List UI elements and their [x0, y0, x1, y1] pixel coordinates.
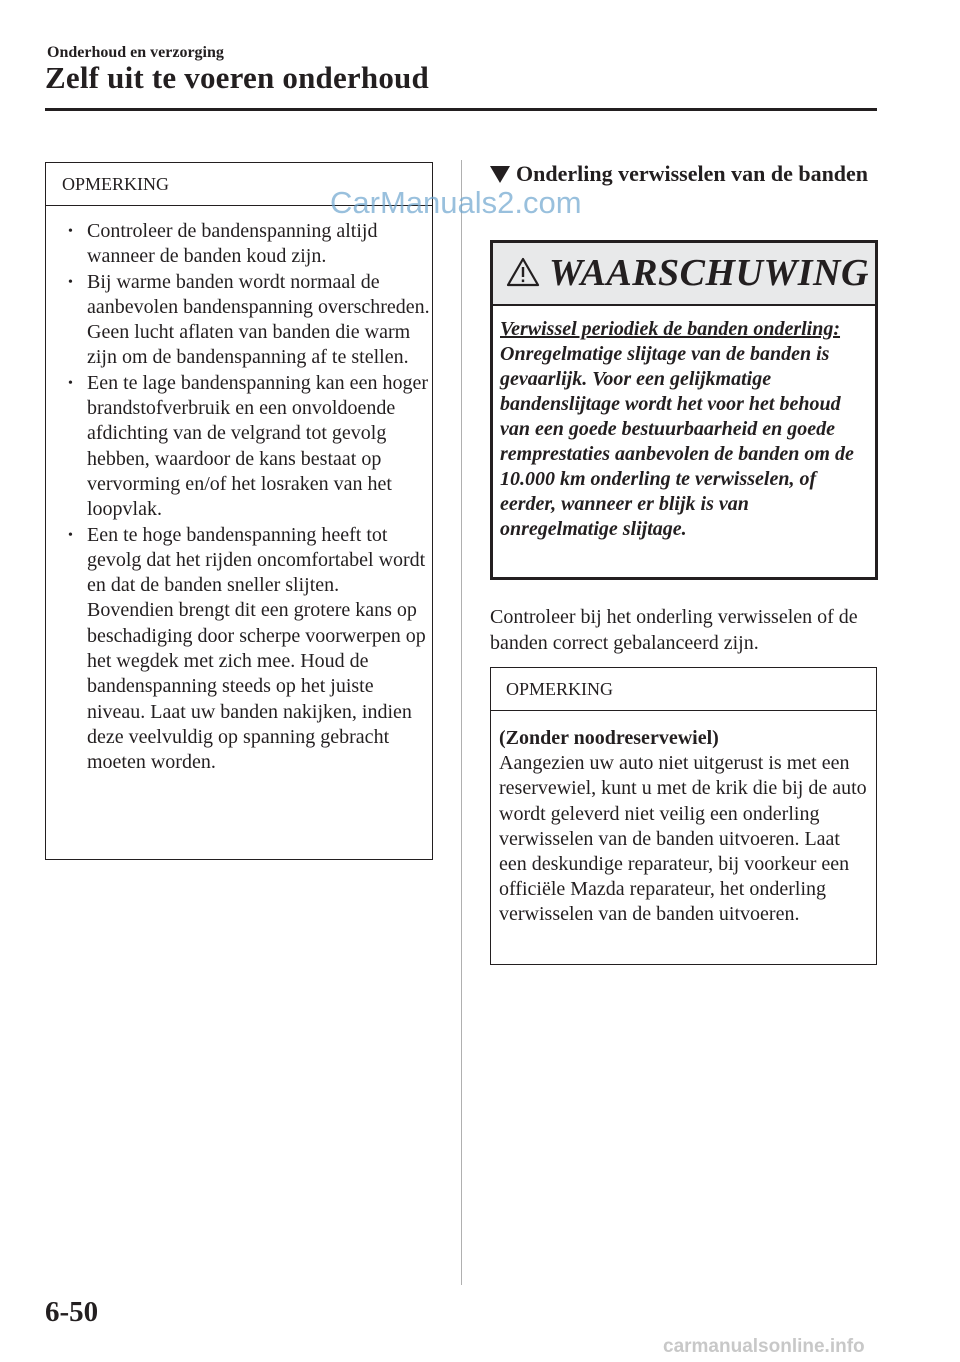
bullet-text: Een te lage bandenspanning kan een hoger brandstofverbruik en een onvoldoende afdichting van de velgrand tot gevolg hebben, waardoor de kans bestaat op vervorming en/of het losraken van het loopvlak.: [87, 371, 428, 521]
warning-box: [490, 240, 878, 580]
note-label: OPMERKING: [491, 668, 876, 711]
section-heading: [490, 162, 870, 186]
warning-body: [500, 317, 870, 542]
note-bullet-item: [68, 270, 430, 371]
section-heading-text: Onderling verwisselen van de banden: [516, 161, 869, 186]
note-subtitle: (Zonder noodreservewiel): [499, 727, 719, 749]
note-body: [499, 726, 871, 928]
section-label: Onderhoud en verzorging: [47, 44, 224, 61]
note-label: OPMERKING: [46, 163, 432, 206]
bullet-icon: •: [68, 375, 73, 391]
triangle-down-icon: [490, 166, 510, 183]
note-box-tire-pressure: [45, 162, 433, 860]
warning-text: Onregelmatige slijtage van de banden is gevaarlijk. Voor een gelijkmatige bandenslijtage wordt het voor het behoud van een goede bestuurbaarheid en goede remprestaties aanbevolen de banden om de 10.000 km onderling te verwisselen, of eerder, wanneer er blijk is van onregelmatige slijtage.: [500, 343, 854, 540]
page-number: 6-50: [45, 1296, 99, 1328]
note-bullet-item: [68, 219, 430, 270]
page-title: Zelf uit te voeren onderhoud: [45, 60, 429, 95]
column-divider: [461, 160, 462, 1285]
warning-subtitle: Verwissel periodiek de banden onderling:: [500, 318, 841, 340]
note-bullet-item: [68, 371, 430, 523]
bullet-text: Bij warme banden wordt normaal de aanbevolen bandenspanning overschreden. Geen lucht aflaten van banden die warm zijn om de bandenspanning af te stellen.: [87, 270, 430, 369]
body-paragraph: Controleer bij het onderling verwisselen of de banden correct gebalanceerd zijn.: [490, 606, 858, 654]
bullet-icon: •: [68, 527, 73, 543]
title-rule: [45, 108, 877, 111]
bullet-icon: •: [68, 274, 73, 290]
warning-header: [493, 243, 875, 306]
bullet-text: Een te hoge bandenspanning heeft tot gevolg dat het rijden oncomfortabel wordt en dat de banden sneller slijten. Bovendien brengt dit een grotere kans op beschadiging door scherpe voorwerpen op het wegdek met zich mee. Houd de bandenspanning steeds op het juiste niveau. Laat uw banden nakijken, indien deze veelvuldig op spanning gebracht moeten worden.: [87, 523, 426, 774]
note-bullet-item: [68, 523, 430, 776]
bullet-text: Controleer de bandenspanning altijd wanneer de banden koud zijn.: [87, 220, 378, 268]
watermark: CarManuals2.com: [330, 185, 582, 220]
site-footer: carmanualsonline.info: [663, 1336, 865, 1357]
note-box-no-spare: [490, 667, 877, 965]
warning-triangle-icon: [506, 257, 540, 287]
note-bullet-list: [68, 219, 430, 776]
note-text: Aangezien uw auto niet uitgerust is met een reservewiel, kunt u met de krik die bij de auto wordt geleverd niet veilig een onderling verwisselen van de banden uitvoeren. Laat een deskundige reparateur, bij voorkeur een officiële Mazda reparateur, het onderling verwisselen van de banden uitvoeren.: [499, 752, 867, 926]
bullet-icon: •: [68, 224, 73, 239]
warning-title: WAARSCHUWING: [549, 252, 869, 294]
